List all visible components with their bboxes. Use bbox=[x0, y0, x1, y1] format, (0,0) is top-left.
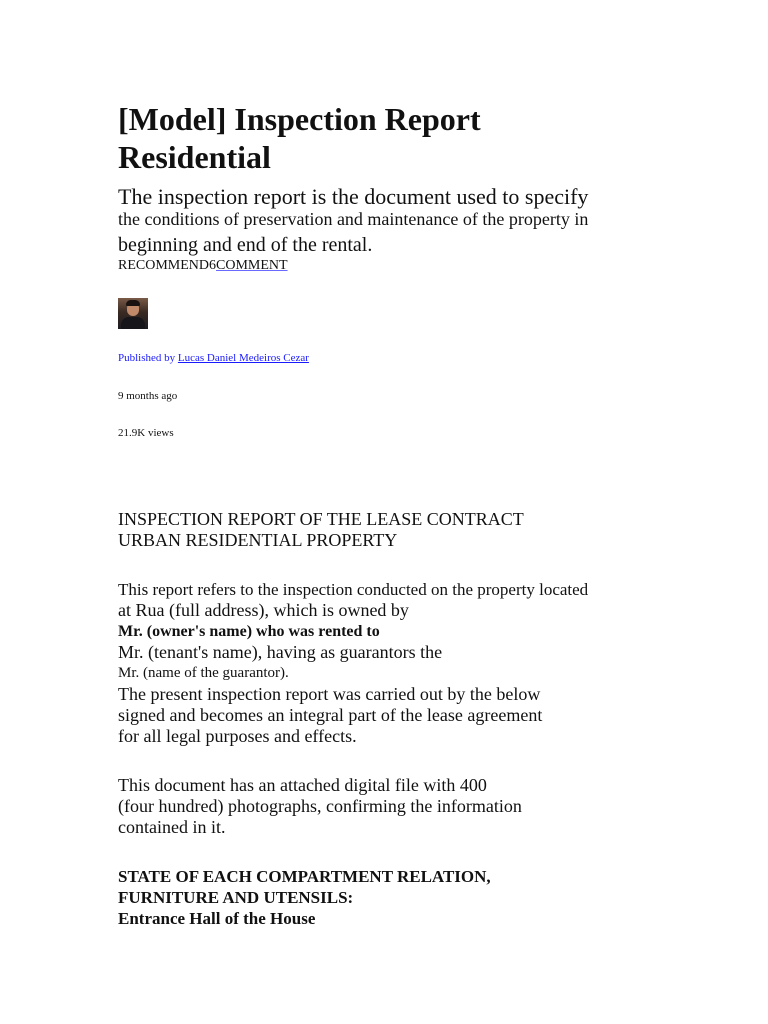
page-title bbox=[118, 100, 481, 176]
recommend-button[interactable]: RECOMMEND bbox=[118, 258, 210, 273]
paragraph-line: signed and becomes an integral part of the lease agreement bbox=[118, 705, 543, 725]
paragraph-line: Mr. (owner's name) who was rented to bbox=[118, 623, 380, 640]
title-line: Residential bbox=[118, 139, 271, 175]
section-heading bbox=[118, 866, 491, 929]
heading-line: URBAN RESIDENTIAL PROPERTY bbox=[118, 530, 398, 550]
paragraph-line: at Rua (full address), which is owned by bbox=[118, 600, 409, 620]
section-line: Entrance Hall of the House bbox=[118, 909, 316, 928]
paragraph-line: (four hundred) photographs, confirming the information bbox=[118, 796, 522, 816]
paragraph-line: for all legal purposes and effects. bbox=[118, 726, 357, 746]
heading-line: INSPECTION REPORT OF THE LEASE CONTRACT bbox=[118, 509, 524, 529]
published-by bbox=[118, 352, 309, 364]
paragraph bbox=[118, 775, 522, 838]
recommend-count: 6 bbox=[209, 258, 217, 273]
section-line: STATE OF EACH COMPARTMENT RELATION, bbox=[118, 867, 491, 886]
description-line: The inspection report is the document used to specify bbox=[118, 184, 589, 209]
author-link[interactable]: Lucas Daniel Medeiros Cezar bbox=[177, 352, 309, 364]
paragraph-line: This document has an attached digital file with 400 bbox=[118, 775, 487, 795]
action-row bbox=[118, 258, 288, 274]
description-line: the conditions of preservation and maintenance of the property in bbox=[118, 209, 589, 229]
document-heading bbox=[118, 509, 524, 551]
paragraph-line: contained in it. bbox=[118, 817, 226, 837]
avatar[interactable] bbox=[118, 298, 148, 329]
paragraph-line: Mr. (tenant's name), having as guarantors the bbox=[118, 642, 443, 662]
paragraph bbox=[118, 579, 588, 747]
posted-time: 9 months ago bbox=[118, 390, 178, 402]
paragraph-line: Mr. (name of the guarantor). bbox=[118, 665, 289, 681]
paragraph-line: The present inspection report was carried out by the below bbox=[118, 684, 541, 704]
section-line: FURNITURE AND UTENSILS: bbox=[118, 888, 354, 907]
paragraph-line: This report refers to the inspection conducted on the property located bbox=[118, 580, 589, 599]
published-prefix: Published by bbox=[118, 352, 178, 364]
view-count: 21.9K views bbox=[118, 427, 174, 439]
title-line: [Model] Inspection Report bbox=[118, 101, 481, 137]
description-line: beginning and end of the rental. bbox=[118, 234, 373, 256]
comment-button[interactable]: COMMENT bbox=[216, 258, 288, 273]
